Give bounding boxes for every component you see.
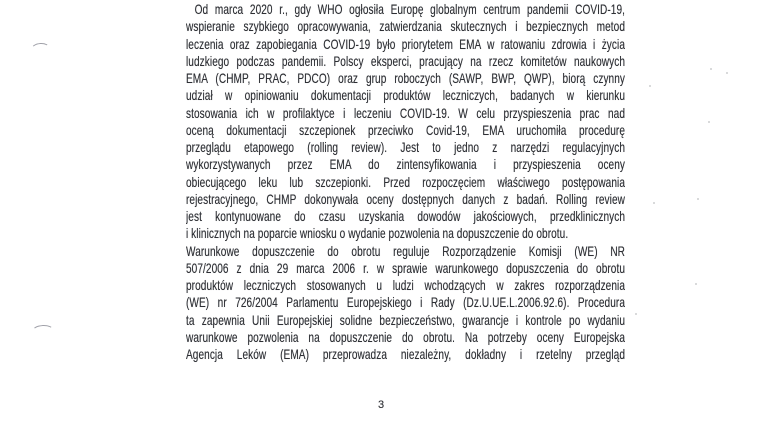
text-line: stosowania ich w profilaktyce i leczeniu COVID-19. W celu przyspieszenia prac nad — [186, 104, 626, 121]
scan-speck — [710, 68, 712, 70]
scan-speck — [695, 283, 697, 285]
text-line: oceną dokumentacji szczepionek przeciwko Covid-19, EMA uruchomiła procedurę — [186, 121, 626, 138]
scan-speck — [649, 85, 651, 87]
text-line: leczenia oraz zapobiegania COVID-19 było priorytetem EMA w ratowaniu zdrowia i życia — [186, 35, 626, 52]
text-line: wspieranie szybkiego opracowywania, zatwierdzania skutecznych i bezpiecznych metod — [186, 18, 626, 35]
text-line: (WE) nr 726/2004 Parlamentu Europejskiego i Rady (Dz.U.UE.L.2006.92.6). Procedura — [186, 294, 626, 311]
scan-speck — [697, 198, 699, 200]
scan-speck — [726, 72, 728, 74]
text-line: jest kontynuowane do czasu uzyskania dowodów jakościowych, przedklinicznych — [186, 208, 626, 224]
text-line: Agencja Leków (EMA) przeprowadza niezależny, dokładny i rzetelny przegląd — [186, 346, 626, 362]
text-line: 507/2006 z dnia 29 marca 2006 r. w sprawie warunkowego dopuszczenia do obrotu — [186, 259, 626, 276]
scan-speck — [653, 202, 655, 204]
text-line: produktów leczniczych stosowanych u ludzi wchodzących w zakres rozporządzenia — [186, 277, 626, 293]
scan-speck — [708, 121, 710, 123]
pencil-arc-mark — [32, 324, 55, 337]
text-line: przeglądu etapowego (rolling review). Jest to jedno z narzędzi regulacyjnych — [186, 139, 626, 155]
text-line: ta zapewnia Unii Europejskiej solidne bezpieczeństwo, gwarancje i kontrole po wydaniu — [186, 311, 626, 328]
text-line: i klinicznych na poparcie wniosku o wydanie pozwolenia na dopuszczenie do obrotu. — [186, 225, 569, 242]
text-line: obiecującego leku lub szczepionki. Przed rozpoczęciem właściwego postępowania — [186, 173, 626, 190]
paragraph — [186, 243, 625, 364]
text-line: ludzkiego podczas pandemii. Polscy eksperci, pracujący na rzecz komitetów naukowych — [186, 52, 626, 69]
paragraph — [186, 1, 625, 243]
scan-speck — [635, 313, 637, 315]
text-line: EMA (CHMP, PRAC, PDCO) oraz grup roboczych (SAWP, BWP, QWP), biorą czynny — [186, 70, 626, 86]
body-text — [186, 1, 625, 363]
text-line: wykorzystywanych przez EMA do zintensyfikowania i przyspieszenia oceny — [186, 156, 626, 173]
text-line: rejestracyjnego, CHMP dokonywała oceny dostępnych danych z badań. Rolling review — [186, 190, 626, 207]
pencil-arc-mark — [31, 42, 51, 56]
text-line: Od marca 2020 r., gdy WHO ogłosiła Europę globalnym centrum pandemii COVID-19, — [194, 1, 626, 17]
page-number: 3 — [377, 399, 385, 411]
text-line: Warunkowe dopuszczenie do obrotu reguluje Rozporządzenie Komisji (WE) NR — [186, 242, 626, 259]
text-line: udział w opiniowaniu dokumentacji produktów leczniczych, badanych w kierunku — [186, 87, 626, 104]
text-line: warunkowe pozwolenia na dopuszczenie do obrotu. Na potrzeby oceny Europejska — [186, 328, 626, 345]
